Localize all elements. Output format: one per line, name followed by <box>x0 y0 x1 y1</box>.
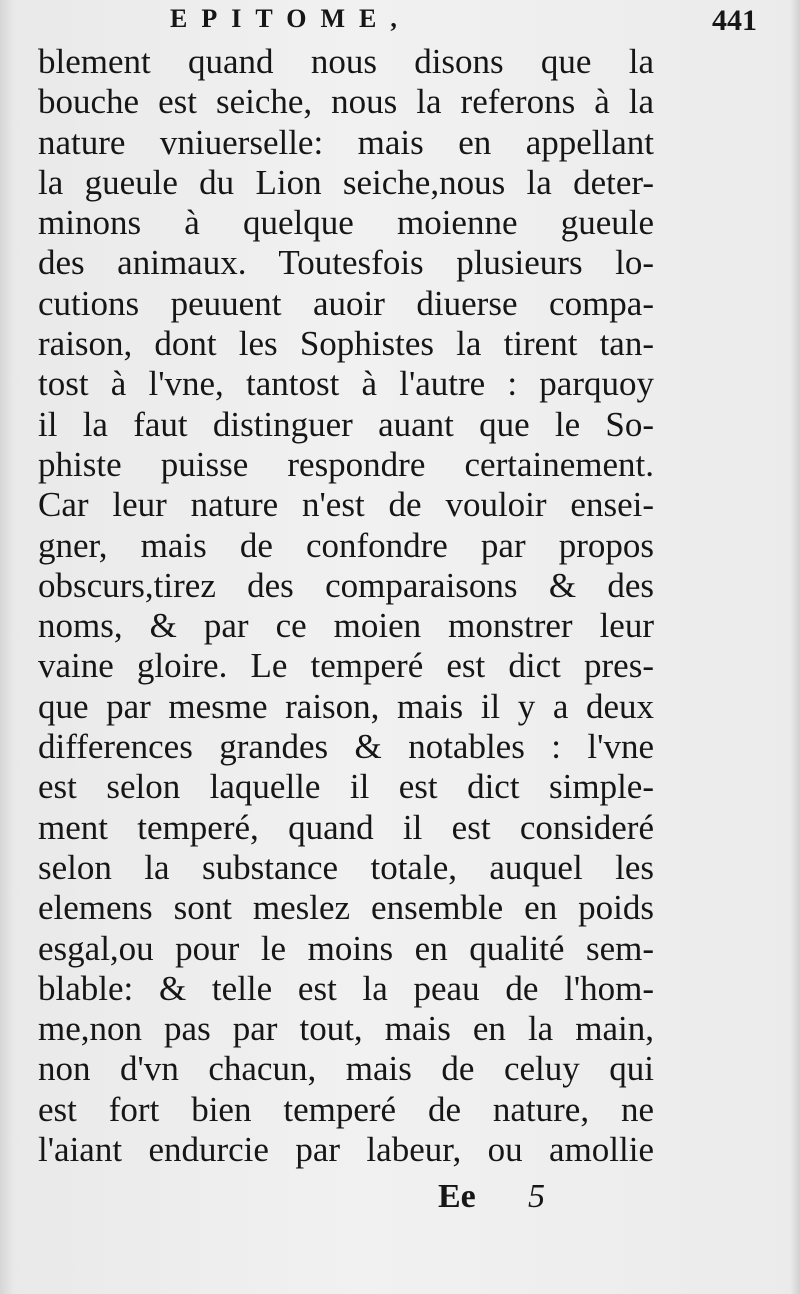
text-line: non d'vn chacun, mais de celuy qui <box>38 1049 654 1089</box>
text-line: l'aiant endurcie par labeur, ou amollie <box>38 1130 654 1170</box>
text-line: minons à quelque moienne gueule <box>38 203 654 243</box>
text-line: des animaux. Toutesfois plusieurs lo- <box>38 243 654 283</box>
body-text <box>38 42 654 1170</box>
text-line: gner, mais de confondre par propos <box>38 525 654 565</box>
text-line: esgal,ou pour le moins en qualité sem- <box>38 928 654 968</box>
text-line: est selon laquelle il est dict simple- <box>38 767 654 807</box>
text-line: selon la substance totale, auquel les <box>38 847 654 887</box>
running-head-title: EPITOME, <box>170 4 411 33</box>
text-line: me,non pas par tout, mais en la main, <box>38 1009 654 1049</box>
text-line: raison, dont les Sophistes la tirent tan- <box>38 324 654 364</box>
text-line: phiste puisse respondre certainement. <box>38 444 654 484</box>
text-line: obscurs,tirez des comparaisons & des <box>38 565 654 605</box>
text-line: vaine gloire. Le temperé est dict pres- <box>38 646 654 686</box>
running-head <box>0 0 800 40</box>
text-line: il la faut distinguer auant que le So- <box>38 404 654 444</box>
text-line: tost à l'vne, tantost à l'autre : parquoy <box>38 364 654 404</box>
signature-mark: Ee <box>438 1178 476 1215</box>
text-line: blable: & telle est la peau de l'hom- <box>38 968 654 1008</box>
text-line: est fort bien temperé de nature, ne <box>38 1089 654 1129</box>
text-line: que par mesme raison, mais il y a deux <box>38 686 654 726</box>
text-line: elemens sont meslez ensemble en poids <box>38 888 654 928</box>
text-line: blement quand nous disons que la <box>38 42 654 81</box>
signature-number: 5 <box>528 1178 545 1215</box>
text-line: la gueule du Lion seiche,nous la deter- <box>38 162 654 202</box>
text-line: bouche est seiche, nous la referons à la <box>38 82 654 122</box>
page-right-edge <box>790 0 800 1294</box>
text-line: nature vniuerselle: mais en appellant <box>38 122 654 162</box>
text-line: ment temperé, quand il est consideré <box>38 807 654 847</box>
page-left-edge <box>0 0 14 1294</box>
text-line: Car leur nature n'est de vouloir ensei- <box>38 485 654 525</box>
page-number: 441 <box>712 4 757 37</box>
text-line: differences grandes & notables : l'vne <box>38 727 654 767</box>
text-line: noms, & par ce moien monstrer leur <box>38 606 654 646</box>
text-line: cutions peuuent auoir diuerse compa- <box>38 283 654 323</box>
